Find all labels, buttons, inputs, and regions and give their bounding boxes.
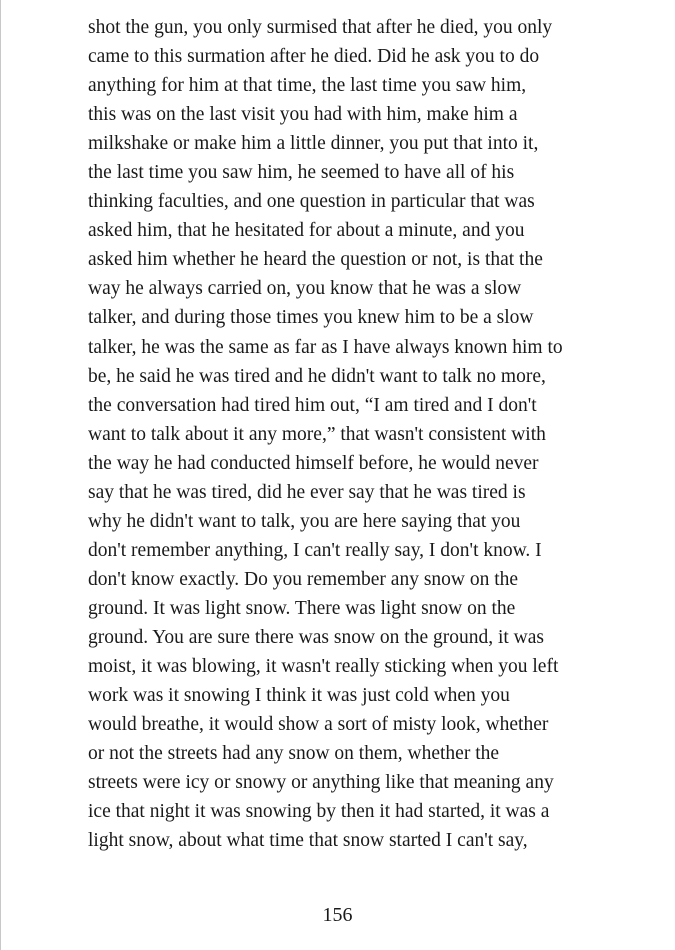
text-line: or not the streets had any snow on them, whether the bbox=[88, 743, 500, 765]
text-line: say that he was tired, did he ever say that he was tired is bbox=[88, 481, 526, 503]
text-line: anything for him at that time, the last time you saw him, bbox=[88, 75, 527, 97]
text-line: way he always carried on, you know that he was a slow bbox=[88, 278, 522, 300]
text-line: would breathe, it would show a sort of misty look, whether bbox=[88, 714, 549, 736]
text-line: the last time you saw him, he seemed to have all of his bbox=[88, 162, 515, 184]
text-line: don't remember anything, I can't really say, I don't know. I bbox=[88, 539, 542, 561]
page-edge bbox=[0, 0, 1, 950]
text-line: shot the gun, you only surmised that after he died, you only bbox=[88, 17, 553, 38]
body-text bbox=[88, 13, 648, 855]
text-line: be, he said he was tired and he didn't want to talk no more, bbox=[88, 365, 546, 387]
text-line: thinking faculties, and one question in particular that was bbox=[88, 191, 535, 213]
text-line: want to talk about it any more,” that wasn't consistent with bbox=[88, 423, 546, 445]
text-line: milkshake or make him a little dinner, you put that into it, bbox=[88, 133, 539, 155]
text-line: asked him whether he heard the question or not, is that the bbox=[88, 249, 543, 271]
text-line: ground. You are sure there was snow on the ground, it was bbox=[88, 626, 545, 648]
text-line: the conversation had tired him out, “I am tired and I don't bbox=[88, 394, 537, 416]
text-line: talker, he was the same as far as I have always known him to bbox=[88, 336, 563, 358]
text-line: this was on the last visit you had with him, make him a bbox=[88, 104, 518, 126]
text-line: why he didn't want to talk, you are here saying that you bbox=[88, 510, 521, 532]
text-line: ice that night it was snowing by then it had started, it was a bbox=[88, 801, 550, 823]
text-line: don't know exactly. Do you remember any snow on the bbox=[88, 568, 519, 590]
text-line: light snow, about what time that snow started I can't say, bbox=[88, 830, 528, 852]
text-line: came to this surmation after he died. Did he ask you to do bbox=[88, 46, 540, 68]
text-line: asked him, that he hesitated for about a minute, and you bbox=[88, 220, 525, 242]
text-line: ground. It was light snow. There was light snow on the bbox=[88, 597, 516, 619]
text-line: talker, and during those times you knew him to be a slow bbox=[88, 307, 534, 329]
text-line: the way he had conducted himself before, he would never bbox=[88, 452, 539, 474]
page-number: 156 bbox=[322, 904, 353, 926]
text-line: moist, it was blowing, it wasn't really sticking when you left bbox=[88, 656, 559, 678]
text-line: work was it snowing I think it was just cold when you bbox=[88, 685, 510, 707]
text-line: streets were icy or snowy or anything like that meaning any bbox=[88, 772, 554, 794]
